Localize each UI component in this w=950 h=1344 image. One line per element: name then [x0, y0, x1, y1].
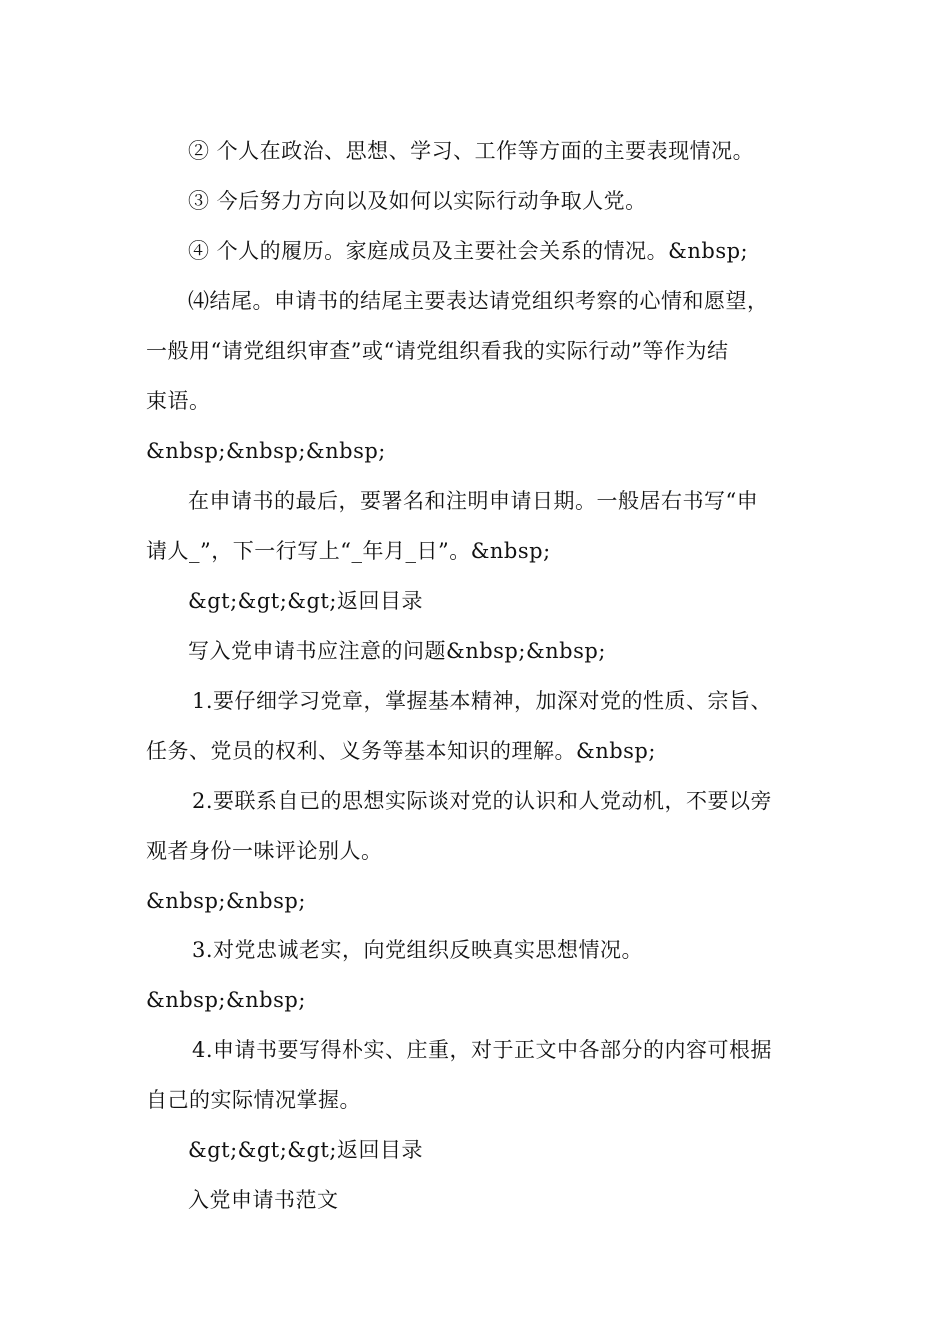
text-line: &nbsp;&nbsp; — [146, 988, 306, 1012]
text-line: ⑷结尾。申请书的结尾主要表达请党组织考察的心情和愿望， — [188, 289, 769, 313]
back-to-toc-link[interactable]: &gt;&gt;&gt;返回目录 — [188, 1138, 423, 1162]
text-line: 请人_”，下一行写上“_年月_日”。&nbsp; — [146, 539, 551, 563]
text-line: 1.要仔细学习党章，掌握基本精神，加深对党的性质、宗旨、 — [192, 689, 773, 713]
text-line: 束语。 — [146, 389, 211, 413]
text-line: 4.申请书要写得朴实、庄重，对于正文中各部分的内容可根据 — [192, 1038, 773, 1062]
back-to-toc-link[interactable]: &gt;&gt;&gt;返回目录 — [188, 589, 423, 613]
text-line: 3.对党忠诚老实，向党组织反映真实思想情况。 — [192, 938, 644, 962]
text-line: ④ 个人的履历。家庭成员及主要社会关系的情况。&nbsp; — [188, 239, 749, 263]
text-line: 自己的实际情况掌握。 — [146, 1088, 361, 1112]
section-heading: 入党申请书范文 — [188, 1188, 339, 1212]
text-line: 2.要联系自已的思想实际谈对党的认识和人党动机，不要以旁 — [192, 789, 773, 813]
text-line: 观者身份一味评论别人。 — [146, 839, 383, 863]
text-line: ② 个人在政治、思想、学习、工作等方面的主要表现情况。 — [188, 139, 755, 163]
text-line: 一般用“请党组织审查”或“请党组织看我的实际行动”等作为结 — [146, 339, 729, 363]
text-line: 任务、党员的权利、义务等基本知识的理解。&nbsp; — [146, 739, 656, 763]
text-line: 在申请书的最后，要署名和注明申请日期。一般居右书写“申 — [188, 489, 759, 513]
text-line: &nbsp;&nbsp;&nbsp; — [146, 439, 386, 463]
text-line: ③ 今后努力方向以及如何以实际行动争取人党。 — [188, 189, 647, 213]
section-heading: 写入党申请书应注意的问题&nbsp;&nbsp; — [188, 639, 606, 663]
text-line: &nbsp;&nbsp; — [146, 889, 306, 913]
